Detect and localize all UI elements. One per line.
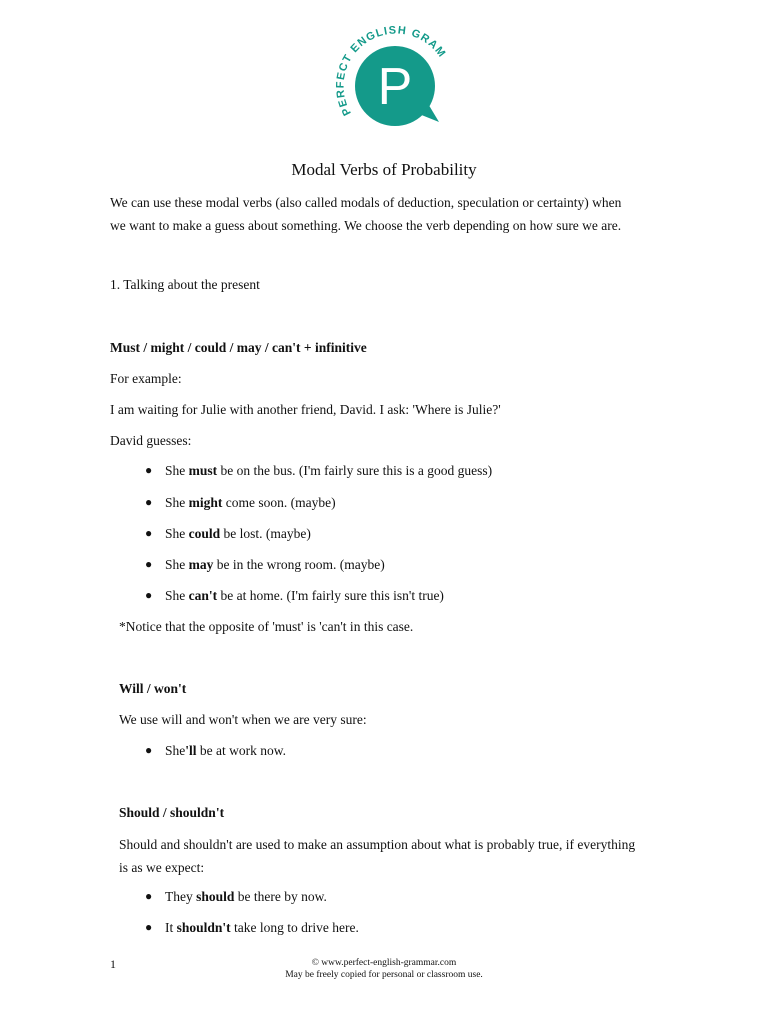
should-paragraph bbox=[119, 833, 679, 879]
bullet-icon: ● bbox=[145, 463, 153, 477]
logo bbox=[323, 18, 447, 130]
heading-will-text: Will / won't bbox=[119, 681, 187, 696]
bullet-icon: ● bbox=[145, 588, 153, 602]
should-line-2: is as we expect: bbox=[119, 860, 205, 875]
bullet-icon: ● bbox=[145, 526, 153, 540]
logo-brand-text: PERFECT ENGLISH GRAM bbox=[334, 24, 447, 118]
bullet-icon: ● bbox=[145, 743, 153, 757]
heading-will bbox=[119, 681, 186, 697]
bullet-icon: ● bbox=[145, 557, 153, 571]
footer-site: © www.perfect-english-grammar.com bbox=[311, 958, 457, 968]
bullet-icon: ● bbox=[145, 495, 153, 509]
heading-should bbox=[119, 805, 224, 821]
section-heading-present: 1. Talking about the present bbox=[110, 277, 260, 292]
should-line-1: Should and shouldn't are used to make an assumption about what is probably true, if everything bbox=[119, 837, 636, 852]
bullet-icon: ● bbox=[145, 920, 153, 934]
bullet-icon: ● bbox=[145, 889, 153, 903]
intro-paragraph bbox=[110, 191, 670, 237]
david-guesses: David guesses: bbox=[110, 433, 192, 448]
perfect-english-grammar-logo bbox=[323, 18, 447, 130]
footer bbox=[0, 957, 768, 981]
footer-copy-note: May be freely copied for personal or classroom use. bbox=[285, 970, 483, 980]
intro-line-2: we want to make a guess about something. We choose the verb depending on how sure we are. bbox=[110, 218, 622, 233]
heading-must-text: Must / might / could / may / can't + infinitive bbox=[110, 340, 367, 355]
page-number: 1 bbox=[110, 957, 116, 971]
heading-should-text: Should / shouldn't bbox=[119, 805, 225, 820]
notice-note: *Notice that the opposite of 'must' is 'can't in this case. bbox=[119, 619, 414, 634]
logo-letter: P bbox=[377, 58, 413, 116]
for-example-label: For example: bbox=[110, 371, 182, 386]
heading-must-might bbox=[110, 340, 367, 356]
will-intro: We use will and won't when we are very sure: bbox=[119, 712, 367, 727]
page-title: Modal Verbs of Probability bbox=[291, 160, 477, 179]
intro-line-1: We can use these modal verbs (also called modals of deduction, speculation or certainty) when bbox=[110, 195, 622, 210]
julie-scenario: I am waiting for Julie with another friend, David. I ask: 'Where is Julie?' bbox=[110, 402, 501, 417]
